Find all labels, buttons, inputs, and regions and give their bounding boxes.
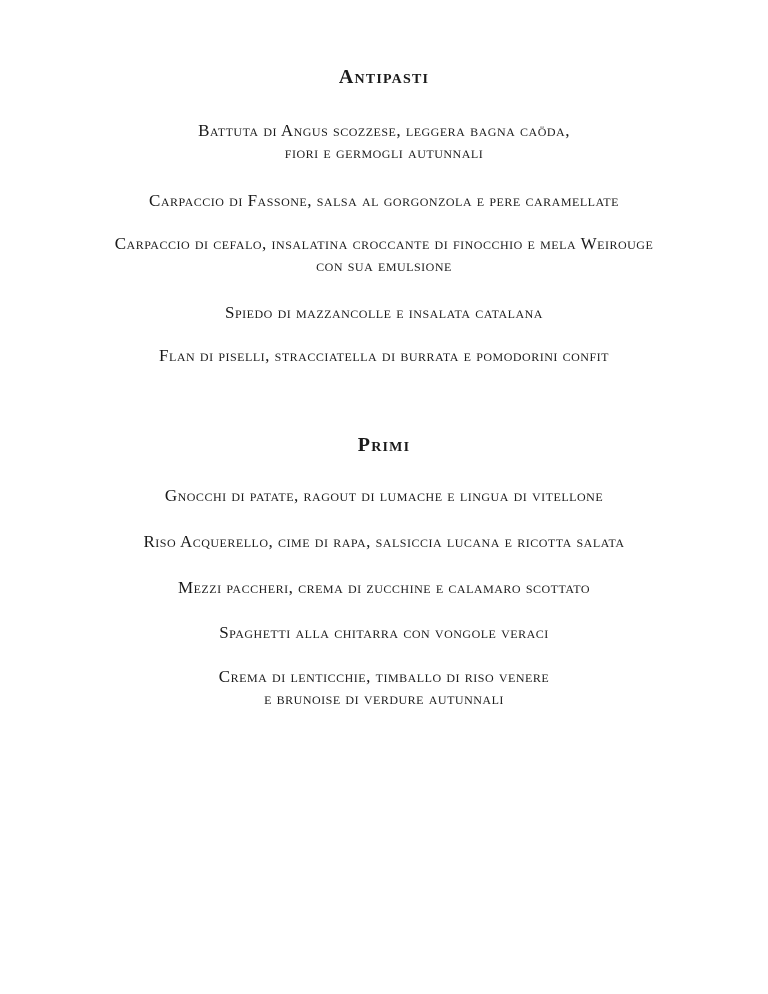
dish-line: Spiedo di mazzancolle e insalata catalana: [225, 303, 543, 322]
section-title-primi: Primi: [357, 434, 411, 456]
dish-item: [0, 233, 768, 277]
dish-item: [0, 622, 768, 644]
dish-line: e brunoise di verdure autunnali: [264, 689, 504, 708]
dish-line: Flan di piselli, stracciatella di burrata e pomodorini confit: [159, 346, 609, 365]
dish-line: Battuta di Angus scozzese, leggera bagna caöda,: [198, 121, 570, 140]
dish-line: Carpaccio di Fassone, salsa al gorgonzola e pere caramellate: [149, 191, 619, 210]
dish-line: fiori e germogli autunnali: [284, 143, 484, 162]
dish-line: con sua emulsione: [316, 256, 452, 275]
dish-item: [0, 120, 768, 164]
dish-line: Gnocchi di patate, ragout di lumache e lingua di vitellone: [164, 486, 604, 505]
dish-item: [0, 302, 768, 324]
dish-line: Carpaccio di cefalo, insalatina croccante di finocchio e mela Weirouge: [114, 234, 654, 253]
dish-line: Crema di lenticchie, timballo di riso venere: [218, 667, 550, 686]
dish-item: [0, 345, 768, 367]
dish-item: [0, 485, 768, 507]
dish-item: [0, 531, 768, 553]
section-title-antipasti: Antipasti: [338, 66, 430, 88]
dish-line: Riso Acquerello, cime di rapa, salsiccia lucana e ricotta salata: [143, 532, 625, 551]
dish-item: [0, 666, 768, 710]
dish-line: Mezzi paccheri, crema di zucchine e calamaro scottato: [177, 578, 590, 597]
dish-line: Spaghetti alla chitarra con vongole veraci: [219, 623, 549, 642]
dish-item: [0, 190, 768, 212]
dish-item: [0, 577, 768, 599]
